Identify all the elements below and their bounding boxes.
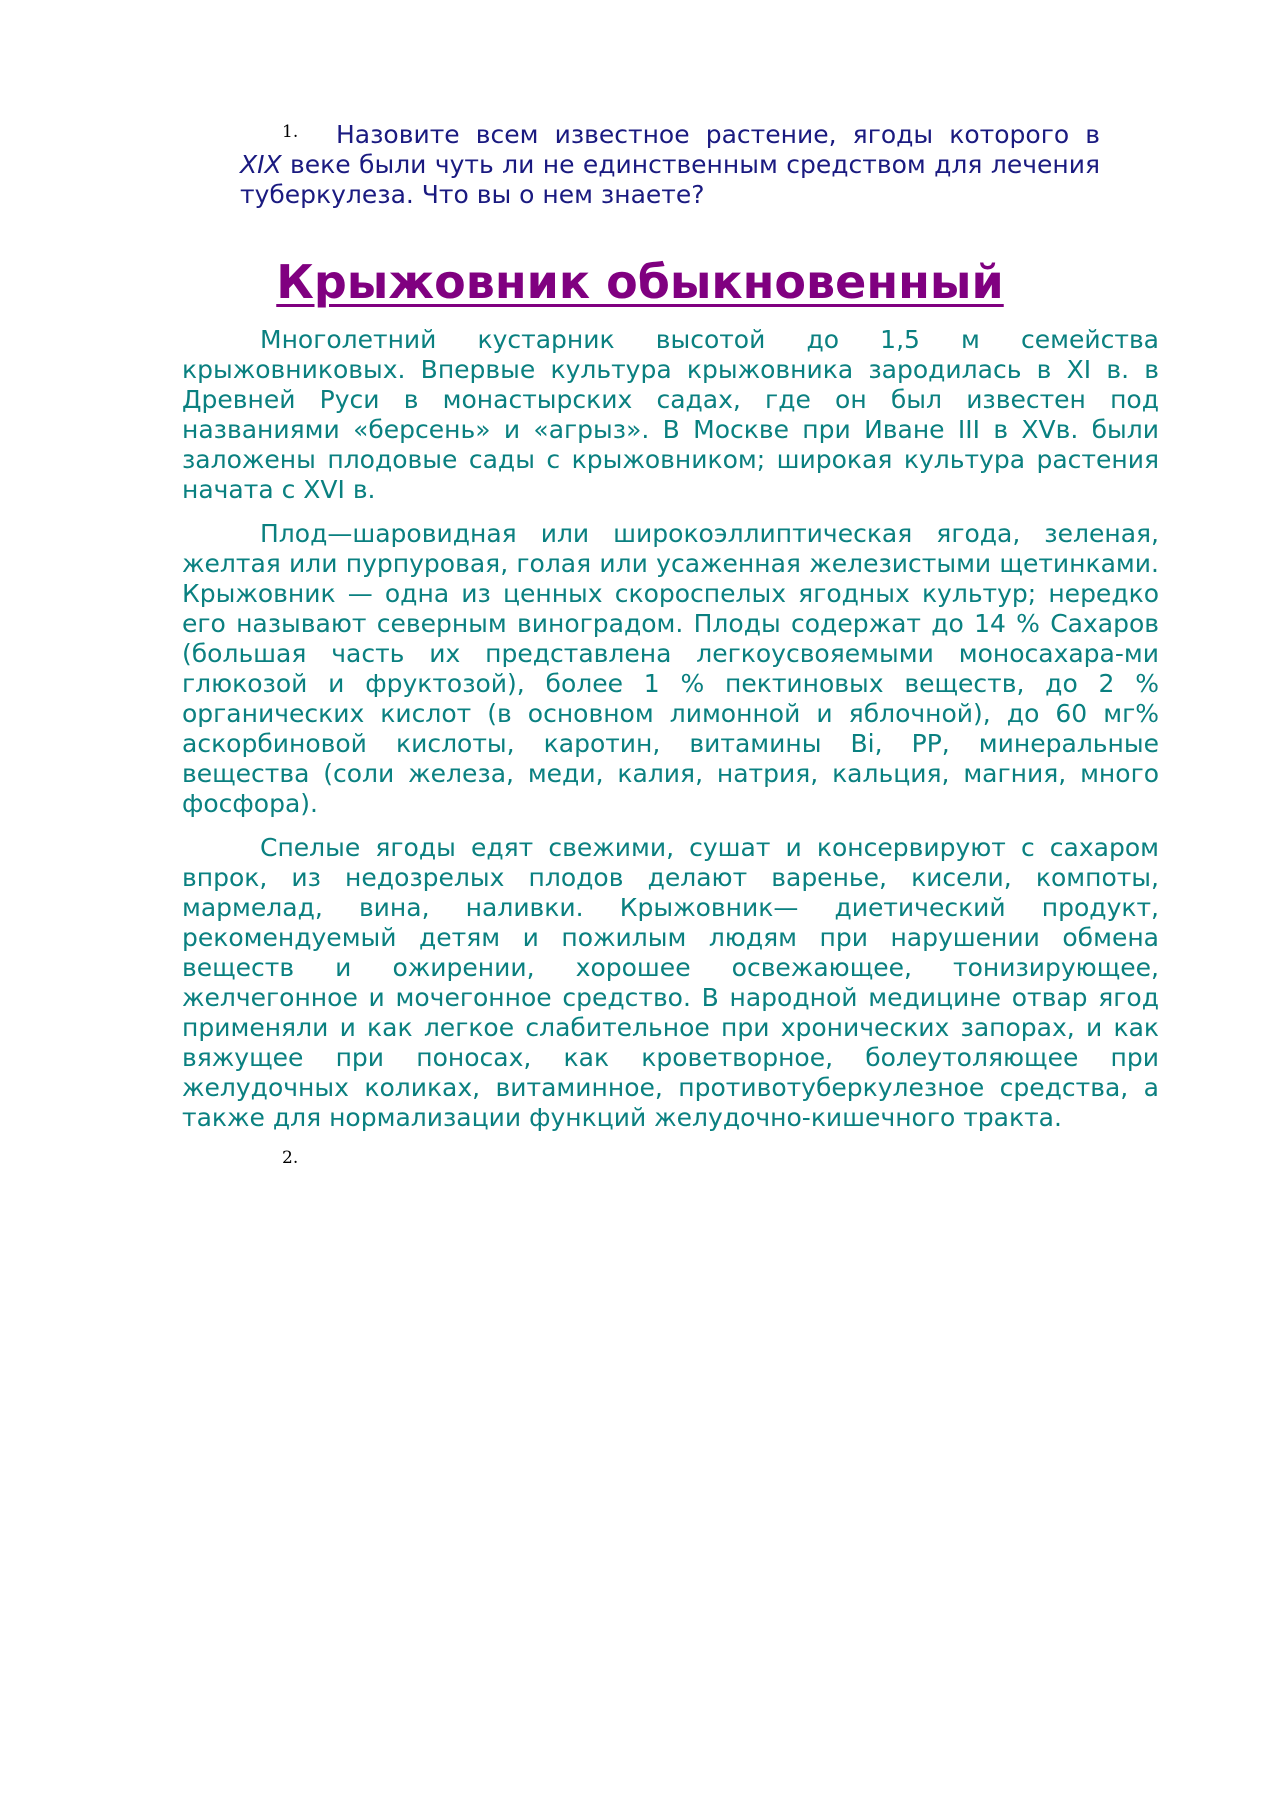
article-title: Крыжовник обыкновенный — [276, 255, 1004, 309]
question-text — [240, 120, 1100, 210]
paragraph-uses: Спелые ягоды едят свежими, сушат и консервируют с сахаром впрок, из недозрелых плодов делают варенье, кисели, компоты, мармелад, вина, наливки. Крыжовник— диетический продукт, рекомендуемый детям и пожилым людям при нарушении обмена веществ и ожирении, хорошее освежающее, тонизирующее, желчегонное и мочегонное средство. В народной медицине отвар ягод применяли и как легкое слабительное при хронических запорах, и как вяжущее при поносах, как кроветворное, болеутоляющее при желудочных коликах, витаминное, противотуберкулезное средства, а также для нормализации функций желудочно-кишечного тракта. — [182, 833, 1159, 1132]
article-body — [182, 325, 1159, 1133]
question-text-before: Назовите всем известное растение, ягоды которого в — [336, 120, 1100, 149]
question-number: 1. — [282, 122, 299, 142]
paragraph-fruit: Плод—шаровидная или широкоэллиптическая ягода, зеленая, желтая или пурпуровая, голая или усаженная железистыми щетинками. Крыжовник — одна из ценных скороспелых ягодных культур; нередко его называют северным виноградом. Плоды содержат до 14 % Сахаров (большая часть их представлена легкоусвояемыми моносахара-ми глюкозой и фруктозой), более 1 % пектиновых веществ, до 2 % органических кислот (в основном лимонной и яблочной), до 60 мг% аскорбиновой кислоты, каротин, витамины Bi, PP, минеральные вещества (соли железа, меди, калия, натрия, кальция, магния, много фосфора). — [182, 519, 1159, 818]
question-text-after: веке были чуть ли не единственным средством для лечения туберкулеза. Что вы о нем знаете? — [240, 150, 1100, 209]
list-item-number-2: 2. — [282, 1148, 299, 1168]
paragraph-history: Многолетний кустарник высотой до 1,5 м семейства крыжовниковых. Впервые культура крыжовника зародилась в XI в. в Древней Руси в монастырских садах, где он был известен под названиями «берсень» и «агрыз». В Москве при Иване III в XVв. были заложены плодовые сады с крыжовником; широкая культура растения начата с XVI в. — [182, 325, 1159, 504]
question-century: XIX — [240, 150, 282, 179]
question-item — [240, 120, 1100, 210]
